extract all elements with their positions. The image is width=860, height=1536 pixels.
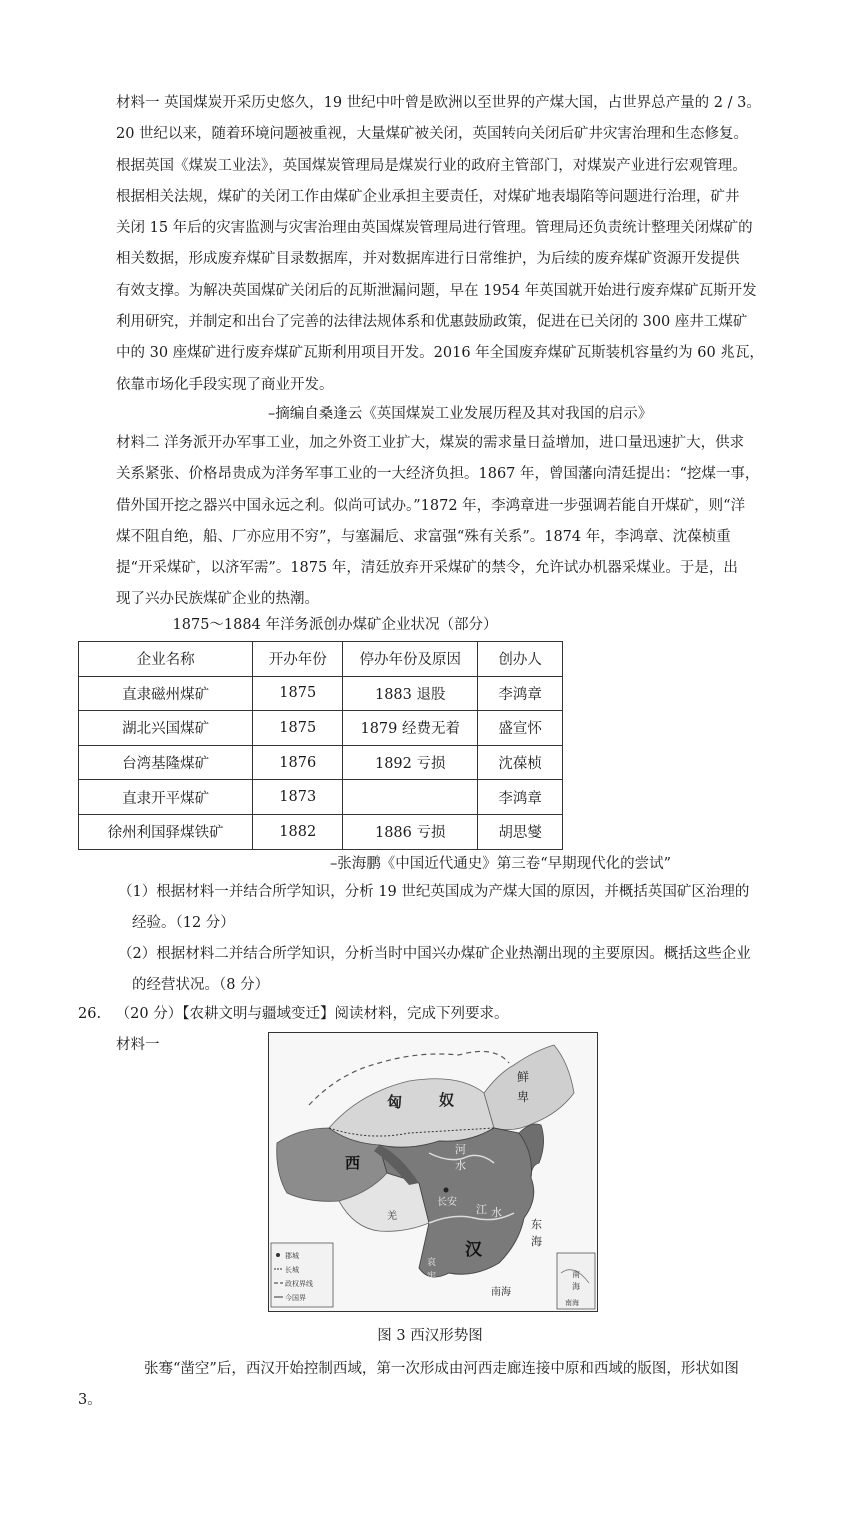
table-cell: 1892 亏损 bbox=[343, 745, 478, 780]
material-two-line: 煤不阻自绝，船、厂亦应用不穷”，与塞漏卮、求富强“殊有关系”。1874 年，李鸿章、沈葆桢重 bbox=[116, 528, 731, 545]
final-paragraph-line: 张骞“凿空”后，西汉开始控制西域，第一次形成由河西走廊连接中原和西域的版图，形状如图 bbox=[144, 1361, 739, 1377]
material-label: 材料一 bbox=[116, 1037, 160, 1053]
legend-wall-label: 长城 bbox=[285, 1266, 299, 1274]
table-cell: 李鸿章 bbox=[478, 780, 563, 815]
question-two bbox=[118, 939, 788, 1001]
table-cell: 湖北兴国煤矿 bbox=[79, 711, 253, 746]
material-one-line: 依靠市场化手段实现了商业开发。 bbox=[116, 376, 334, 393]
table-cell: 1876 bbox=[253, 745, 343, 780]
map-label-xiongnu1: 匈 bbox=[387, 1093, 403, 1111]
table-cell: 1875 bbox=[253, 676, 343, 711]
material-one-line: 20 世纪以来，随着环境问题被重视，大量煤矿被关闭，英国转向关闭后矿井灾害治理和生态修复。 bbox=[116, 126, 749, 143]
material-one-line: 根据相关法规，煤矿的关闭工作由煤矿企业承担主要责任，对煤矿地表塌陷等问题进行治理，矿井 bbox=[116, 188, 740, 205]
map-label-inset2: 海 bbox=[572, 1282, 580, 1291]
table-row bbox=[79, 780, 563, 815]
table-cell: 胡思燮 bbox=[478, 814, 563, 849]
question-number: 26. bbox=[78, 1006, 102, 1022]
legend-border-label: 政权界线 bbox=[285, 1280, 313, 1288]
material-one-line: 利用研究，并制定和出台了完善的法律法规体系和优惠鼓励政策，促进在已关闭的 300 座井工煤矿 bbox=[116, 314, 748, 331]
figure-caption: 图 3 西汉形势图 bbox=[377, 1328, 483, 1344]
map-label-xi: 西 bbox=[345, 1154, 361, 1172]
material-one-line: 中的 30 座煤矿进行废弃煤矿瓦斯利用项目开发。2016 年全国废弃煤矿瓦斯装机容量约为 60 兆瓦， bbox=[116, 345, 764, 362]
question-one-line: 经验。（12 分） bbox=[132, 915, 235, 931]
question-26-text: （20 分）【农耕文明与疆域变迁】阅读材料，完成下列要求。 bbox=[115, 1006, 509, 1022]
table-row bbox=[79, 745, 563, 780]
map-label-changan: 长安 bbox=[437, 1197, 457, 1208]
material-one-line: 有效支撑。为解决英国煤矿关闭后的瓦斯泄漏问题，早在 1954 年英国就开始进行废弃煤矿瓦斯开发 bbox=[116, 282, 757, 299]
table-cell: 沈葆桢 bbox=[478, 745, 563, 780]
material-one-line: 材料一 英国煤炭开采历史悠久，19 世纪中叶曾是欧洲以至世界的产煤大国，占世界总产量的 2 / 3。 bbox=[116, 95, 761, 111]
coal-enterprise-table bbox=[78, 641, 563, 850]
table-source: –张海鹏《中国近代通史》第三卷“早期现代化的尝试” bbox=[330, 856, 672, 872]
table-cell: 徐州利国驿煤铁矿 bbox=[79, 814, 253, 849]
material-two-paragraph bbox=[116, 428, 786, 616]
table-cell: 1886 亏损 bbox=[343, 814, 478, 849]
table-title: 1875～1884 年洋务派创办煤矿企业状况（部分） bbox=[172, 617, 498, 633]
table-header-cell: 停办年份及原因 bbox=[343, 642, 478, 677]
map-label-hexi2: 水 bbox=[455, 1159, 466, 1172]
table-cell: 直隶开平煤矿 bbox=[79, 780, 253, 815]
table-cell: 1875 bbox=[253, 711, 343, 746]
table-header-row bbox=[79, 642, 563, 677]
material-two-line: 现了兴办民族煤矿企业的热潮。 bbox=[116, 591, 319, 608]
material-one-line: 关闭 15 年后的灾害监测与灾害治理由英国煤炭管理局进行管理。管理局还负责统计整理关闭煤矿的 bbox=[116, 220, 753, 237]
table-cell: 1879 经费无着 bbox=[343, 711, 478, 746]
map-label-han: 汉 bbox=[465, 1240, 482, 1260]
final-paragraph bbox=[78, 1354, 786, 1416]
map-label-nanhai: 南海 bbox=[491, 1287, 511, 1298]
table-cell: 盛宣怀 bbox=[478, 711, 563, 746]
table-row bbox=[79, 711, 563, 746]
map-label-dong: 东 bbox=[531, 1218, 542, 1231]
table-header-cell: 创办人 bbox=[478, 642, 563, 677]
question-two-line: 的经营状况。（8 分） bbox=[132, 977, 270, 993]
xiongnu-region bbox=[329, 1079, 494, 1148]
table-cell: 1883 退股 bbox=[343, 676, 478, 711]
material-one-line: 相关数据，形成废弃煤矿目录数据库，并对数据库进行日常维护，为后续的废弃煤矿资源开发提供 bbox=[116, 251, 740, 268]
map-label-hexi1: 河 bbox=[455, 1143, 466, 1156]
xianbei-region bbox=[484, 1045, 574, 1130]
question-26-heading bbox=[78, 1002, 508, 1023]
changan-dot bbox=[444, 1188, 449, 1193]
table-cell: 1873 bbox=[253, 780, 343, 815]
legend-symbol-city bbox=[276, 1253, 280, 1257]
question-one-line: （1）根据材料一并结合所学知识，分析 19 世纪英国成为产煤大国的原因，并概括英国矿区治理的 bbox=[118, 884, 750, 900]
material-one-source: –摘编自桑逢云《英国煤炭工业发展历程及其对我国的启示》 bbox=[268, 406, 653, 422]
material-two-line: 借外国开挖之器兴中国永远之利。似尚可试办。”1872 年，李鸿章进一步强调若能自开煤矿，则“洋 bbox=[116, 497, 746, 514]
map-label-ailao1: 哀 bbox=[427, 1258, 437, 1268]
legend-modern-label: 今国界 bbox=[285, 1294, 306, 1302]
table-row bbox=[79, 814, 563, 849]
material-two-line: 材料二 洋务派开办军事工业，加之外资工业扩大，煤炭的需求量日益增加，进口量迅速扩大，供求 bbox=[116, 435, 745, 451]
final-paragraph-line: 3。 bbox=[78, 1392, 102, 1408]
map-label-xianbei2: 卑 bbox=[517, 1090, 530, 1104]
map-label-qiang: 羌 bbox=[387, 1211, 397, 1222]
table-row bbox=[79, 676, 563, 711]
question-two-line: （2）根据材料二并结合所学知识，分析当时中国兴办煤矿企业热潮出现的主要原因。概括这些企业 bbox=[118, 946, 751, 962]
map-label-xiongnu2: 奴 bbox=[439, 1091, 455, 1109]
question-one bbox=[118, 877, 788, 939]
map-label-inset1: 南 bbox=[572, 1270, 580, 1279]
map-label-xianbei1: 鲜 bbox=[517, 1070, 530, 1084]
material-one-line: 根据英国《煤炭工业法》，英国煤炭管理局是煤炭行业的政府主管部门，对煤炭产业进行宏观管理。 bbox=[116, 157, 747, 174]
western-han-map bbox=[268, 1032, 598, 1312]
table-cell bbox=[343, 780, 478, 815]
table-cell: 1882 bbox=[253, 814, 343, 849]
table-cell: 李鸿章 bbox=[478, 676, 563, 711]
material-one-paragraph bbox=[116, 88, 786, 401]
map-label-jiangshui1: 江 bbox=[476, 1203, 487, 1216]
table-header-cell: 企业名称 bbox=[79, 642, 253, 677]
table-cell: 直隶磁州煤矿 bbox=[79, 676, 253, 711]
map-graphic bbox=[269, 1033, 596, 1310]
map-label-hai: 海 bbox=[531, 1235, 542, 1248]
map-label-inset3: 南海 bbox=[565, 1299, 579, 1307]
map-label-jiangshui2: 水 bbox=[491, 1206, 502, 1219]
table-cell: 台湾基隆煤矿 bbox=[79, 745, 253, 780]
table-header-cell: 开办年份 bbox=[253, 642, 343, 677]
map-label-ailao2: 牢 bbox=[427, 1272, 437, 1282]
material-two-line: 提“开采煤矿，以济军需”。1875 年，清廷放弃开采煤矿的禁令，允许试办机器采煤业。于是，出 bbox=[116, 560, 738, 577]
material-two-line: 关系紧张、价格昂贵成为洋务军事工业的一大经济负担。1867 年，曾国藩向清廷提出：“挖煤一事， bbox=[116, 466, 760, 483]
legend-city-label: 郡城 bbox=[285, 1252, 299, 1260]
